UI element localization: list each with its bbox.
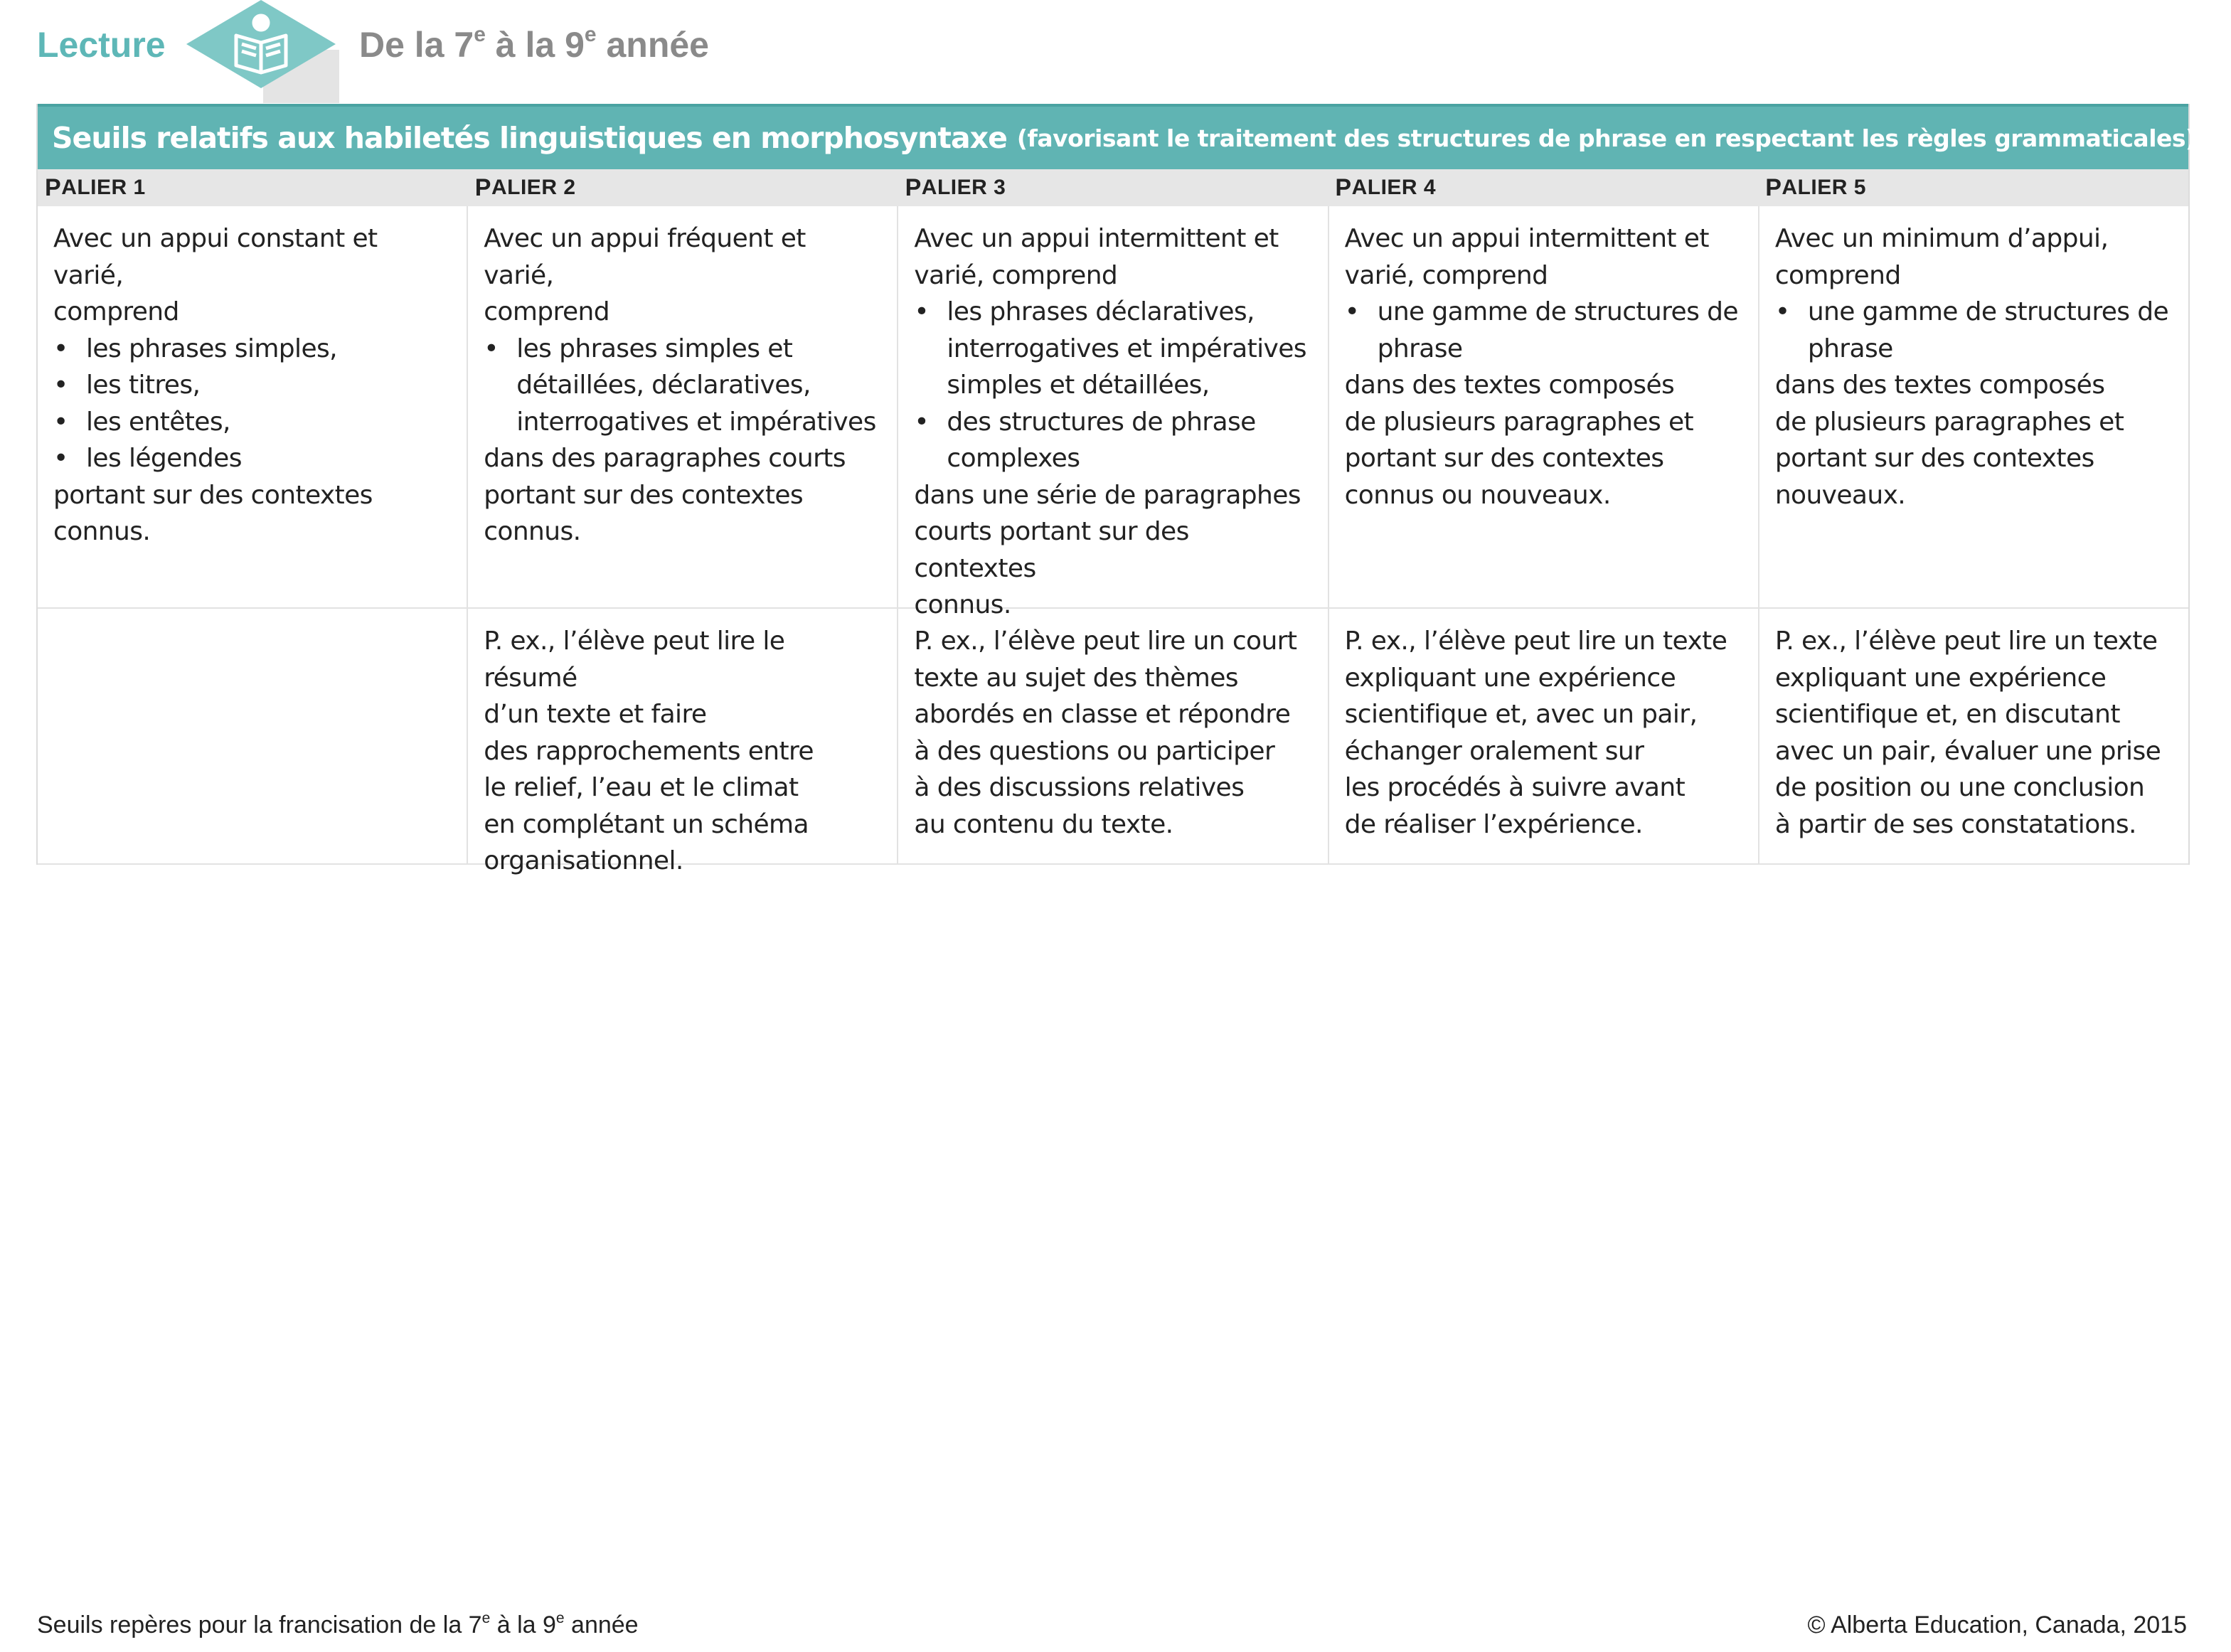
- description-lead-line: varié, comprend: [914, 260, 1118, 290]
- description-bullet-list: [914, 294, 1313, 477]
- description-lead-line: Avec un minimum d’appui,: [1774, 224, 2109, 253]
- example-line: des rapprochements entre: [484, 736, 814, 766]
- description-tail-line: de plusieurs paragraphes et: [1774, 407, 2124, 437]
- footer-document-title: Seuils repères pour la francisation de la 7e à la 9e année: [37, 1610, 639, 1638]
- example-line: P. ex., l’élève peut lire un court: [914, 627, 1297, 656]
- example-cell-palier-1: [38, 609, 468, 863]
- description-tail-line: dans des paragraphes courts: [484, 444, 846, 473]
- page-header: [0, 0, 2231, 103]
- description-bullet-item: • les entêtes,: [53, 404, 452, 441]
- description-lead-line: comprend: [53, 297, 179, 326]
- footer-copyright: © Alberta Education, Canada, 2015: [1807, 1611, 2187, 1638]
- example-line: en complétant un schéma: [484, 809, 809, 839]
- section-title: Lecture: [37, 25, 166, 65]
- column-header-palier-2: [468, 169, 898, 206]
- example-line: au contenu du texte.: [914, 809, 1173, 839]
- example-line: à partir de ses constatations.: [1774, 809, 2136, 839]
- example-line: à des questions ou participer: [914, 736, 1275, 766]
- column-header-palier-4: [1328, 169, 1758, 206]
- description-tail-line: connus.: [53, 517, 151, 546]
- example-line: à des discussions relatives: [914, 773, 1245, 802]
- column-header-rest: ALIER 5: [1782, 176, 1866, 199]
- description-tail-line: connus.: [484, 517, 581, 546]
- description-tail-line: de plusieurs paragraphes et: [1344, 407, 1694, 437]
- description-lead-line: comprend: [1774, 260, 1901, 290]
- description-bullet-list: [1775, 294, 2174, 367]
- description-lead-line: varié, comprend: [1344, 260, 1548, 290]
- description-bullet-item: • les phrases déclaratives, interrogatives et impératives simples et détaillées,: [914, 294, 1313, 404]
- column-header-rest: ALIER 3: [921, 176, 1006, 199]
- description-bullet-item: • les légendes: [53, 440, 452, 477]
- example-line: le relief, l’eau et le climat: [484, 773, 799, 802]
- example-line: de réaliser l’expérience.: [1344, 809, 1643, 839]
- example-cell-palier-2: [468, 609, 898, 875]
- description-tail-line: dans une série de paragraphes: [914, 480, 1301, 510]
- description-bullet-list: [53, 331, 452, 477]
- description-bullet-item: • des structures de phrase complexes: [914, 404, 1313, 477]
- example-row: [38, 609, 2188, 875]
- reading-book-icon: [186, 0, 339, 103]
- table-title: Seuils relatifs aux habiletés linguistiques en morphosyntaxe: [52, 121, 1007, 155]
- description-cell-palier-1: [38, 206, 468, 607]
- description-bullet-list: [1345, 294, 1744, 367]
- description-bullet-item: • une gamme de structures de phrase: [1775, 294, 2174, 367]
- description-tail-line: portant sur des contextes: [1774, 444, 2094, 473]
- example-line: expliquant une expérience: [1774, 663, 2107, 693]
- table-title-bar: [38, 104, 2196, 169]
- description-lead-line: Avec un appui fréquent et varié,: [484, 224, 806, 290]
- column-header-initial: P: [45, 174, 62, 201]
- description-cell-palier-3: [898, 206, 1329, 619]
- example-cell-palier-4: [1329, 609, 1759, 863]
- description-lead-line: comprend: [484, 297, 609, 326]
- description-tail-line: connus ou nouveaux.: [1344, 480, 1611, 510]
- description-lead-line: Avec un appui constant et varié,: [53, 224, 378, 290]
- description-tail-line: portant sur des contextes: [53, 480, 373, 510]
- column-header-initial: P: [1765, 174, 1782, 201]
- column-header-initial: P: [474, 174, 491, 201]
- example-line: P. ex., l’élève peut lire le résumé: [484, 627, 785, 693]
- example-line: de position ou une conclusion: [1774, 773, 2145, 802]
- example-line: les procédés à suivre avant: [1344, 773, 1686, 802]
- column-header-initial: P: [1335, 174, 1352, 201]
- description-tail-line: portant sur des contextes: [484, 480, 804, 510]
- column-header-rest: ALIER 1: [61, 176, 146, 199]
- description-bullet-list: [484, 331, 883, 441]
- description-cell-palier-4: [1329, 206, 1759, 607]
- thresholds-table: [36, 104, 2196, 875]
- description-tail-line: connus.: [914, 590, 1011, 619]
- example-line: d’un texte et faire: [484, 700, 707, 729]
- example-line: échanger oralement sur: [1344, 736, 1644, 766]
- description-cell-palier-5: [1759, 206, 2188, 607]
- table-header-row: [38, 169, 2188, 206]
- column-header-rest: ALIER 4: [1351, 176, 1437, 199]
- description-cell-palier-2: [468, 206, 898, 607]
- description-bullet-item: • les titres,: [53, 367, 452, 404]
- example-line: organisationnel.: [484, 846, 683, 875]
- example-line: abordés en classe et répondre: [914, 700, 1291, 729]
- description-lead-line: Avec un appui intermittent et: [914, 224, 1279, 253]
- description-tail-line: portant sur des contextes: [1344, 444, 1664, 473]
- example-cell-palier-5: [1759, 609, 2188, 863]
- example-line: scientifique et, avec un pair,: [1344, 700, 1698, 729]
- table-subtitle: (favorisant le traitement des structures de phrase en respectant les règles grammaticales): [1016, 124, 2196, 152]
- column-header-initial: P: [905, 174, 922, 201]
- description-tail-line: dans des textes composés: [1774, 371, 2105, 400]
- column-header-palier-5: [1758, 169, 2188, 206]
- description-tail-line: dans des textes composés: [1344, 371, 1675, 400]
- description-bullet-item: • une gamme de structures de phrase: [1345, 294, 1744, 367]
- example-cell-palier-3: [898, 609, 1329, 863]
- description-tail-line: nouveaux.: [1774, 480, 1906, 510]
- example-line: texte au sujet des thèmes: [914, 663, 1238, 693]
- description-tail-line: courts portant sur des contextes: [914, 517, 1189, 583]
- example-line: P. ex., l’élève peut lire un texte: [1344, 627, 1727, 656]
- description-bullet-item: • les phrases simples et détaillées, déclaratives, interrogatives et impératives: [484, 331, 883, 441]
- example-line: expliquant une expérience: [1344, 663, 1676, 693]
- column-header-palier-3: [898, 169, 1329, 206]
- example-line: scientifique et, en discutant: [1774, 700, 2120, 729]
- column-header-rest: ALIER 2: [491, 176, 576, 199]
- description-lead-line: Avec un appui intermittent et: [1344, 224, 1709, 253]
- example-line: P. ex., l’élève peut lire un texte: [1774, 627, 2158, 656]
- example-line: avec un pair, évaluer une prise: [1774, 736, 2161, 766]
- description-bullet-item: • les phrases simples,: [53, 331, 452, 368]
- column-header-palier-1: [38, 169, 468, 206]
- grade-range: De la 7e à la 9e année: [359, 23, 709, 65]
- description-row: [38, 206, 2188, 619]
